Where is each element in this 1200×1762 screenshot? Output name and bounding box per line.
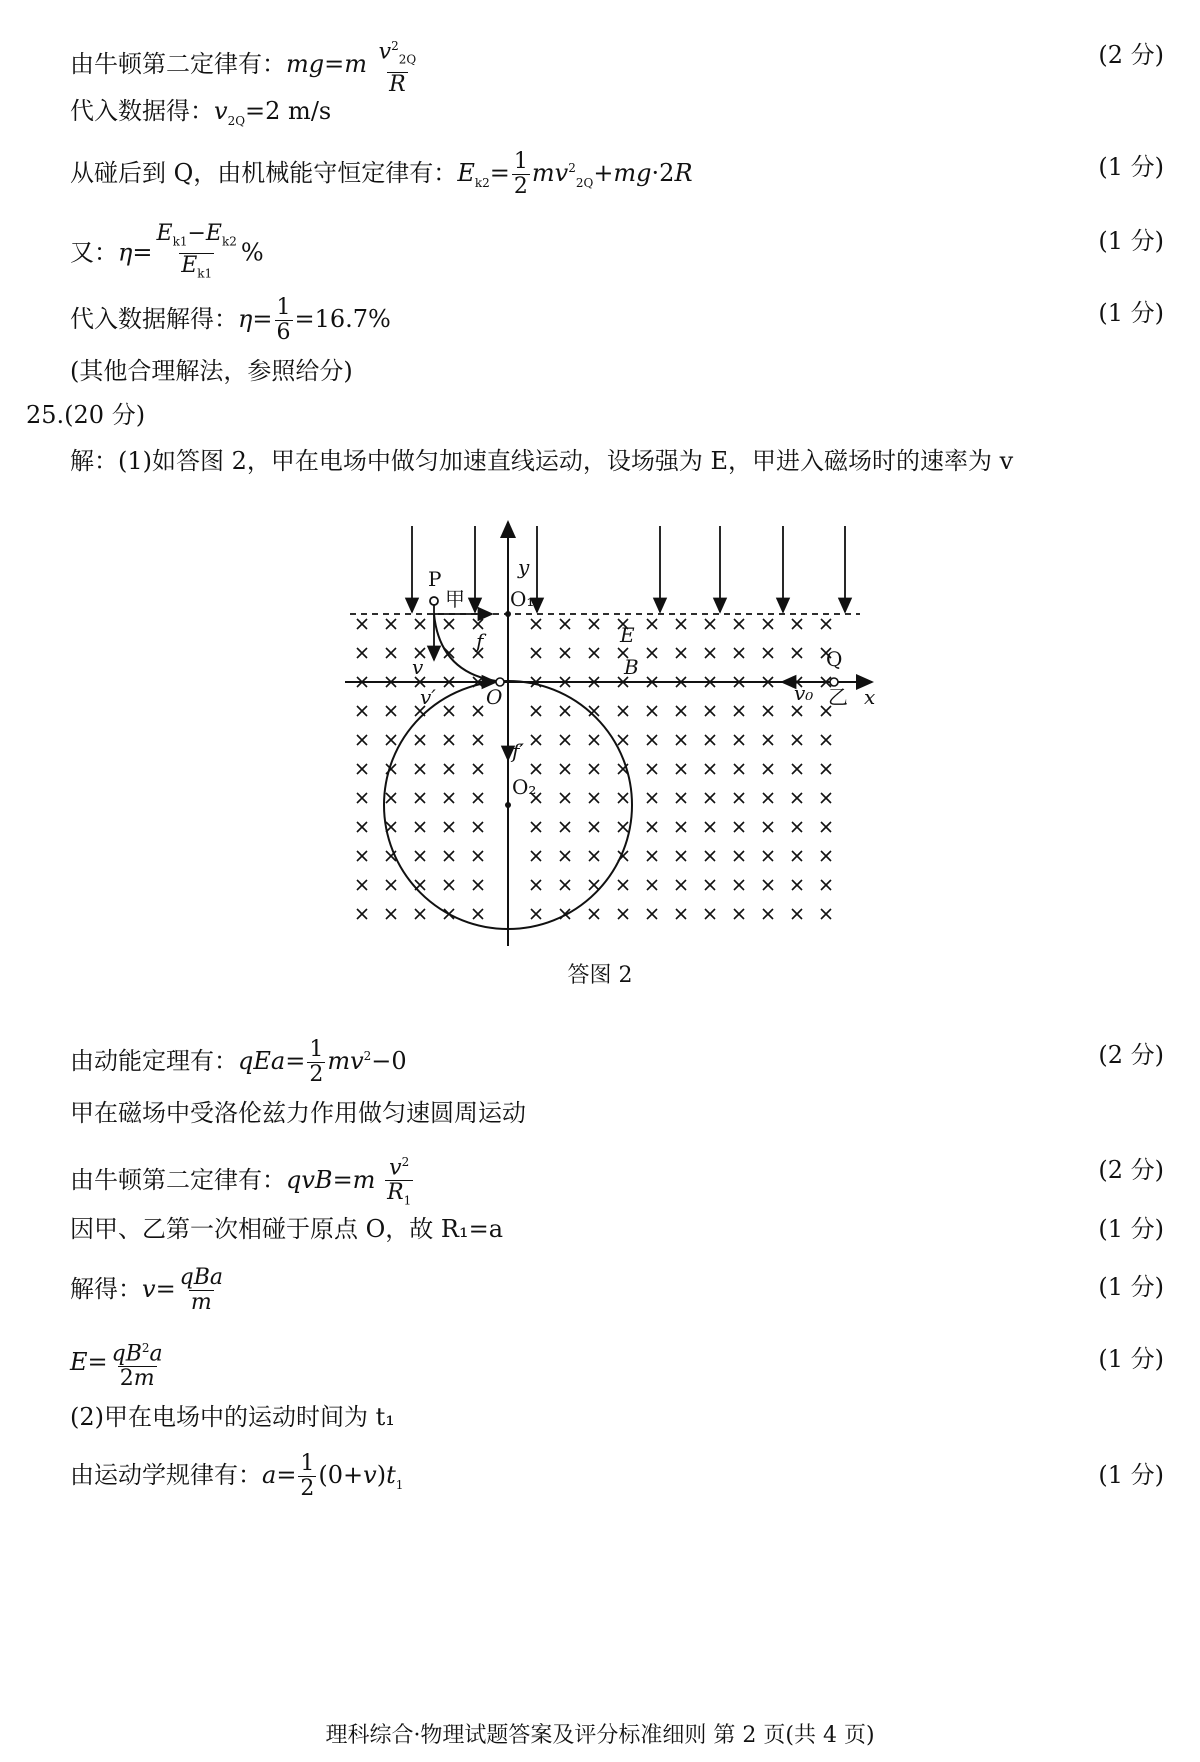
cross-mark <box>357 793 367 803</box>
point-p <box>430 597 438 605</box>
cross-mark <box>415 735 425 745</box>
cross-mark <box>560 851 570 861</box>
cross-mark <box>589 764 599 774</box>
cross-mark <box>357 764 367 774</box>
line-work-energy-theorem: 由动能定理有：qEa= $\frac{1}{2}$ $mv^2-0$ <box>70 1037 407 1087</box>
cross-mark <box>444 706 454 716</box>
cross-mark <box>444 735 454 745</box>
label-b: B <box>624 655 639 679</box>
cross-mark <box>676 822 686 832</box>
cross-mark <box>357 880 367 890</box>
cross-mark <box>821 619 831 629</box>
cross-mark <box>821 909 831 919</box>
line-energy-conservation: 从碰后到 Q，由机械能守恒定律有：$E_{k2}=$ $\frac{1}{2}$ $mv^2_{2Q}+mg\cdot 2R$ <box>70 149 693 199</box>
line-kinematics: 由运动学规律有：a= $\frac{1}{2}$ $(0+v)t_1$ <box>70 1451 404 1501</box>
label-v0: v₀ <box>794 681 814 705</box>
line-newton-2nd-law-1: 由牛顿第二定律有：mg=m $\frac{v^2_{2Q}}{R}$ <box>70 34 1200 97</box>
cross-mark <box>589 619 599 629</box>
fraction: $\frac{1}{2}$ <box>513 149 528 199</box>
cross-mark <box>647 793 657 803</box>
cross-mark <box>618 706 628 716</box>
cross-mark <box>734 880 744 890</box>
cross-mark <box>589 880 599 890</box>
label-x: x <box>864 685 876 709</box>
cross-mark <box>589 851 599 861</box>
cross-mark <box>763 706 773 716</box>
cross-mark <box>734 648 744 658</box>
page-footer: 理科综合·物理试题答案及评分标准细则 第 2 页(共 4 页) <box>325 1723 875 1748</box>
cross-mark <box>763 619 773 629</box>
cross-mark <box>618 735 628 745</box>
line-part2-intro: (2)甲在电场中的运动时间为 t₁ <box>70 1403 395 1431</box>
cross-mark <box>560 764 570 774</box>
cross-mark <box>560 793 570 803</box>
cross-mark <box>560 648 570 658</box>
cross-mark <box>821 735 831 745</box>
cross-mark <box>647 648 657 658</box>
cross-mark <box>792 909 802 919</box>
cross-mark <box>792 735 802 745</box>
cross-mark <box>705 880 715 890</box>
cross-mark <box>473 764 483 774</box>
cross-mark <box>763 793 773 803</box>
cross-mark <box>386 793 396 803</box>
cross-mark <box>618 793 628 803</box>
score: (1 分) <box>1098 227 1164 255</box>
cross-mark <box>589 648 599 658</box>
cross-mark <box>531 822 541 832</box>
line-prefix: 由运动学规律有： <box>70 1461 262 1489</box>
cross-mark <box>531 764 541 774</box>
label-f: f <box>476 629 484 653</box>
cross-mark <box>705 909 715 919</box>
label-p: P <box>428 567 442 591</box>
point-o1 <box>505 611 511 617</box>
cross-mark <box>531 619 541 629</box>
cross-mark <box>734 619 744 629</box>
score: (1 分) <box>1098 1345 1164 1373</box>
cross-mark <box>415 822 425 832</box>
cross-mark <box>705 648 715 658</box>
cross-mark <box>531 735 541 745</box>
cross-mark <box>792 851 802 861</box>
cross-mark <box>386 619 396 629</box>
cross-mark <box>676 793 686 803</box>
cross-mark <box>734 851 744 861</box>
cross-mark <box>763 764 773 774</box>
cross-mark <box>647 880 657 890</box>
cross-mark <box>357 822 367 832</box>
label-q: Q <box>826 647 843 671</box>
score: (1 分) <box>1098 299 1164 327</box>
cross-mark <box>444 851 454 861</box>
cross-mark <box>676 880 686 890</box>
cross-mark <box>792 793 802 803</box>
cross-mark <box>386 735 396 745</box>
cross-mark <box>415 619 425 629</box>
cross-mark <box>444 764 454 774</box>
cross-mark <box>821 880 831 890</box>
fraction: $\frac{1}{2}$ <box>300 1451 315 1501</box>
score: (2 分) <box>1098 1041 1164 1069</box>
line-prefix: 从碰后到 Q，由机械能守恒定律有： <box>70 159 458 187</box>
cross-mark <box>676 735 686 745</box>
line-note: (其他合理解法，参照给分) <box>70 357 353 385</box>
cross-mark <box>473 851 483 861</box>
cross-mark <box>763 735 773 745</box>
line-efficiency-definition: 又：η= $\frac{E_{k1}-E_{k2}}{E_{k1}}$ % <box>70 222 1200 286</box>
fraction: $\frac{E_{k1}-E_{k2}}{E_{k1}}$ <box>155 222 239 286</box>
cross-mark <box>560 735 570 745</box>
score: (1 分) <box>1098 1461 1164 1489</box>
cross-mark <box>676 909 686 919</box>
cross-mark <box>676 851 686 861</box>
line-substitute-v2q: 代入数据得：$v_{2Q}=2$ m/s <box>70 97 332 128</box>
cross-mark <box>415 793 425 803</box>
fraction: $\frac{\text{qBa}}{m}$ <box>179 1265 224 1315</box>
score: (1 分) <box>1098 1273 1164 1301</box>
cross-mark <box>821 764 831 774</box>
cross-mark <box>676 619 686 629</box>
score: (1 分) <box>1098 1215 1164 1243</box>
cross-mark <box>589 822 599 832</box>
cross-mark <box>792 619 802 629</box>
cross-mark <box>415 851 425 861</box>
cross-mark <box>763 909 773 919</box>
cross-mark <box>763 822 773 832</box>
line-prefix: 代入数据解得： <box>70 305 238 333</box>
cross-mark <box>705 619 715 629</box>
cross-mark <box>560 706 570 716</box>
cross-mark <box>473 706 483 716</box>
cross-mark <box>415 909 425 919</box>
cross-mark <box>763 851 773 861</box>
cross-mark <box>705 764 715 774</box>
cross-mark <box>734 764 744 774</box>
label-vprime: v′ <box>420 685 436 709</box>
point-o2 <box>505 802 511 808</box>
cross-mark <box>531 909 541 919</box>
cross-mark <box>792 880 802 890</box>
cross-mark <box>734 706 744 716</box>
cross-mark <box>647 735 657 745</box>
cross-mark <box>647 706 657 716</box>
figure-answer-2 <box>300 496 900 946</box>
cross-mark <box>618 909 628 919</box>
cross-mark <box>734 735 744 745</box>
cross-mark <box>415 764 425 774</box>
score: (1 分) <box>1098 153 1164 181</box>
cross-mark <box>473 793 483 803</box>
cross-mark <box>589 735 599 745</box>
cross-mark <box>444 822 454 832</box>
cross-mark <box>531 880 541 890</box>
fraction: $\frac{qB^2a}{2m}$ <box>111 1341 163 1392</box>
line-solve-v: 解得：v= $\frac{\text{qBa}}{m}$ <box>70 1265 224 1315</box>
cross-mark <box>821 822 831 832</box>
cross-mark <box>560 880 570 890</box>
cross-mark <box>357 619 367 629</box>
label-y: y <box>518 555 530 579</box>
fraction: $\frac{1}{2}$ <box>309 1037 324 1087</box>
fraction: $\frac{v^2_{2Q}}{R}$ <box>378 39 417 97</box>
cross-mark <box>357 706 367 716</box>
cross-mark <box>444 880 454 890</box>
cross-mark <box>734 793 744 803</box>
cross-mark <box>792 764 802 774</box>
cross-mark <box>560 822 570 832</box>
cross-mark <box>792 822 802 832</box>
cross-mark <box>444 619 454 629</box>
cross-mark <box>821 851 831 861</box>
cross-mark <box>386 648 396 658</box>
cross-mark <box>676 648 686 658</box>
cross-mark <box>705 706 715 716</box>
line-efficiency-result: 代入数据解得：η= $\frac{1}{6}$ =16.7% <box>70 295 391 345</box>
cross-mark <box>589 909 599 919</box>
cross-mark <box>386 880 396 890</box>
cross-mark <box>589 793 599 803</box>
cross-mark <box>705 822 715 832</box>
cross-mark <box>618 822 628 832</box>
cross-mark <box>531 851 541 861</box>
label-o: O <box>486 685 503 709</box>
line-radius-equals-a: 因甲、乙第一次相碰于原点 O，故 R₁=a <box>70 1215 504 1243</box>
cross-mark <box>676 706 686 716</box>
cross-mark <box>647 764 657 774</box>
cross-mark <box>705 793 715 803</box>
cross-mark <box>647 851 657 861</box>
cross-mark <box>357 648 367 658</box>
cross-mark <box>647 619 657 629</box>
line-prefix: 由牛顿第二定律有： <box>70 49 286 78</box>
score: (2 分) <box>1098 1156 1164 1184</box>
line-solve-e: E= $\frac{qB^2a}{2m}$ <box>70 1336 1200 1391</box>
cross-mark <box>763 880 773 890</box>
label-o2: O₂ <box>512 775 537 799</box>
line-prefix: 由动能定理有： <box>70 1047 238 1075</box>
cross-mark <box>386 706 396 716</box>
cross-mark <box>734 909 744 919</box>
line-prefix: 代入数据得： <box>70 97 214 125</box>
cross-mark <box>676 764 686 774</box>
magnetic-field-crosses <box>357 619 831 919</box>
cross-mark <box>473 880 483 890</box>
cross-mark <box>531 648 541 658</box>
question-number: 25.(20 分) <box>26 401 146 429</box>
cross-mark <box>792 706 802 716</box>
line-solution-intro: 解：(1)如答图 2，甲在电场中做匀加速直线运动，设场强为 E，甲进入磁场时的速率为 v <box>70 447 1014 475</box>
cross-mark <box>705 735 715 745</box>
cross-mark <box>821 793 831 803</box>
cross-mark <box>647 822 657 832</box>
cross-mark <box>763 648 773 658</box>
cross-mark <box>473 909 483 919</box>
cross-mark <box>531 706 541 716</box>
cross-mark <box>705 851 715 861</box>
cross-mark <box>618 880 628 890</box>
line-prefix: 由牛顿第二定律有： <box>70 1165 286 1194</box>
line-newton-2nd-law-2: 由牛顿第二定律有：qvB=m $\frac{v^2}{R_1}$ <box>70 1150 1200 1213</box>
fraction: $\frac{1}{6}$ <box>276 295 291 345</box>
cross-mark <box>473 619 483 629</box>
label-fprime: f′ <box>512 739 524 763</box>
trajectory-arc <box>434 614 504 682</box>
cross-mark <box>386 909 396 919</box>
label-e: E <box>620 623 635 647</box>
score: (2 分) <box>1098 41 1164 69</box>
cross-mark <box>357 851 367 861</box>
label-yi: 乙 <box>828 685 848 709</box>
cross-mark <box>560 619 570 629</box>
cross-mark <box>357 909 367 919</box>
cross-mark <box>473 822 483 832</box>
figure-caption: 答图 2 <box>567 963 633 988</box>
cross-mark <box>734 822 744 832</box>
electric-field-arrows <box>412 526 845 612</box>
label-jia: 甲 <box>445 587 465 611</box>
label-o1: O₁ <box>510 587 535 611</box>
line-lorentz-motion: 甲在磁场中受洛伦兹力作用做匀速圆周运动 <box>70 1099 526 1127</box>
line-prefix: 又： <box>70 238 118 267</box>
fraction: $\frac{v^2}{R_1}$ <box>385 1150 413 1213</box>
cross-mark <box>444 793 454 803</box>
cross-mark <box>473 735 483 745</box>
cross-mark <box>647 909 657 919</box>
line-prefix: 解得： <box>70 1275 142 1303</box>
cross-mark <box>792 648 802 658</box>
label-v: v <box>412 655 424 679</box>
cross-mark <box>357 735 367 745</box>
